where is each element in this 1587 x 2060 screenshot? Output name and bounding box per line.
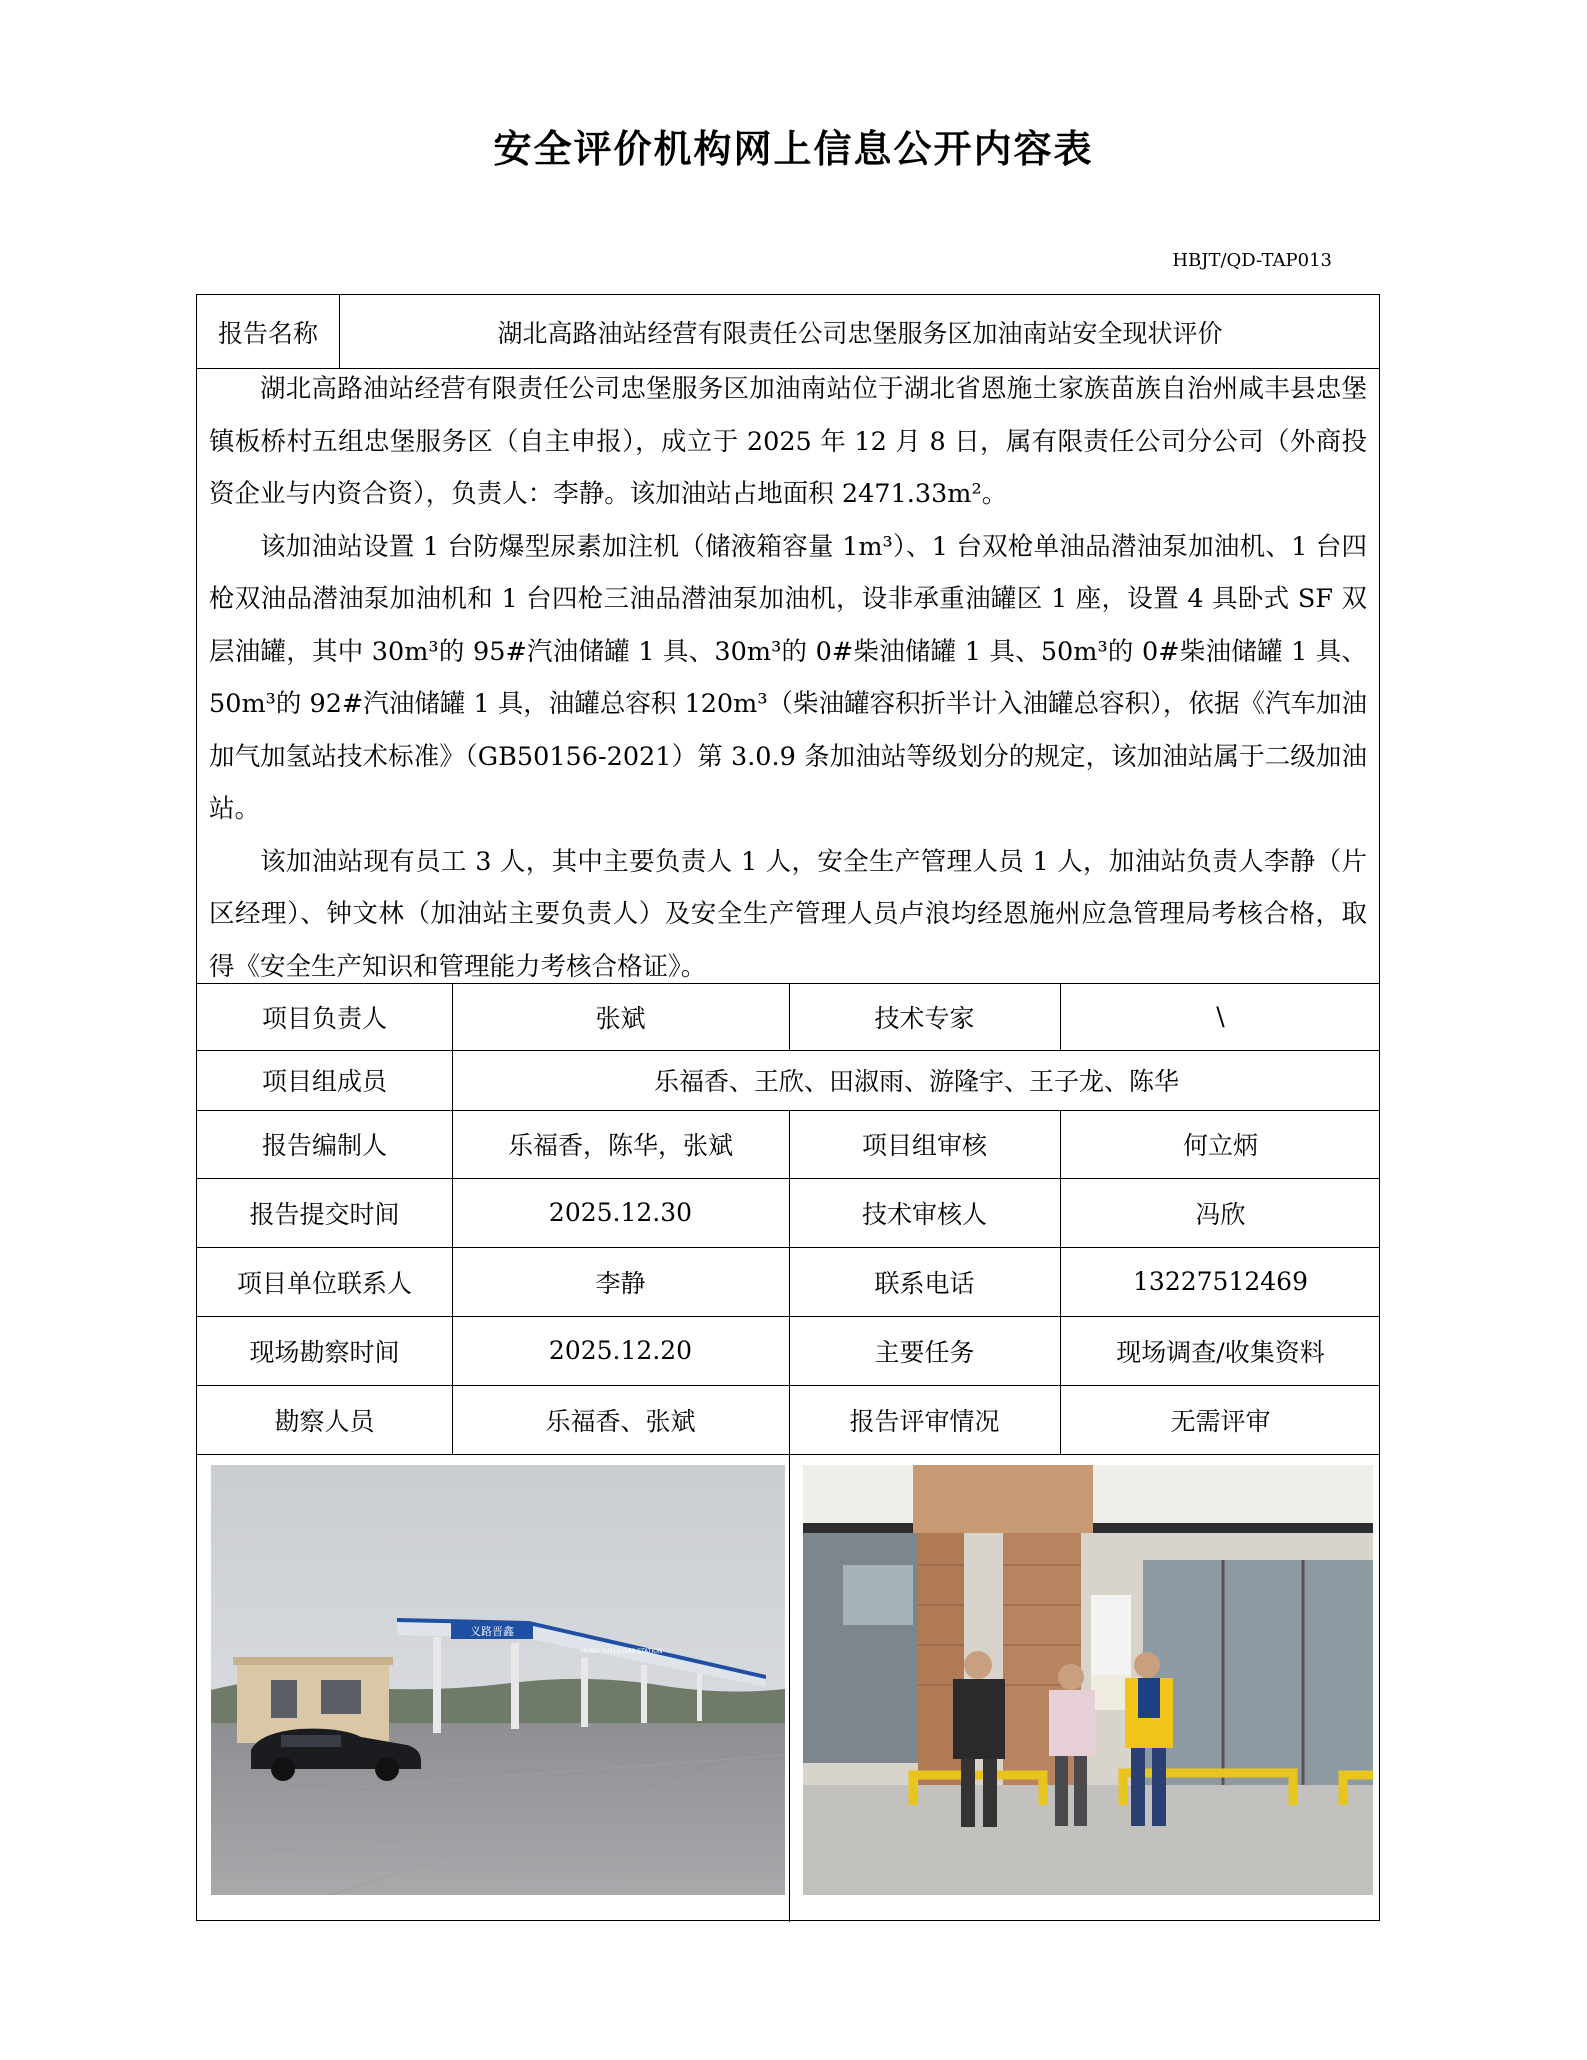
canopy-brand-text: 义路晋鑫 <box>470 1625 514 1638</box>
submit-date-label: 报告提交时间 <box>249 1199 400 1229</box>
review-status-value: 无需评审 <box>1170 1406 1271 1436</box>
tech-expert-value: \ <box>1216 1002 1225 1031</box>
team-members-label: 项目组成员 <box>261 1067 387 1096</box>
report-name-label: 报告名称 <box>217 318 318 348</box>
description-paragraph: 湖北高路油站经营有限责任公司忠堡服务区加油南站位于湖北省恩施土家族苗族自治州咸丰县忠堡镇板桥村五组忠堡服务区（自主申报），成立于 2025 年 12 月 8 日，属有限责任公司分公司（外商投资企业与内资合资），负责人：李静。该加油站占地面积 2471.33m²。 <box>209 374 1367 509</box>
document-code: HBJT/QD-TAP013 <box>1172 250 1332 271</box>
unit-contact-value: 李静 <box>595 1268 646 1298</box>
page-title: 安全评价机构网上信息公开内容表 <box>493 127 1094 171</box>
phone-value: 13227512469 <box>1133 1267 1308 1296</box>
unit-contact-label: 项目单位联系人 <box>236 1268 412 1298</box>
surveyor-value: 乐福香、张斌 <box>545 1406 696 1436</box>
tech-reviewer-value: 冯欣 <box>1195 1199 1246 1229</box>
main-task-value: 现场调查/收集资料 <box>1116 1337 1325 1367</box>
report-author-label: 报告编制人 <box>261 1131 387 1160</box>
gas-station-photo <box>211 1465 785 1895</box>
project-leader-label: 项目负责人 <box>261 1003 387 1033</box>
team-review-label: 项目组审核 <box>861 1131 987 1160</box>
review-status-label: 报告评审情况 <box>849 1406 1000 1436</box>
tech-expert-label: 技术专家 <box>874 1003 975 1033</box>
description-paragraph: 该加油站设置 1 台防爆型尿素加注机（储液箱容量 1m³）、1 台双枪单油品潜油泵加油机、1 台四枪双油品潜油泵加油机和 1 台四枪三油品潜油泵加油机，设非承重油罐区 1 座，设置 4 具卧式 SF 双层油罐，其中 30m³的 95#汽油储罐 1 具、30m³的 0#柴油储罐 1 具、50m³的 0#柴油储罐 1 具、50m³的 92#汽油储罐 1 具，油罐总容积 120m³（柴油罐容积折半计入油罐总容积），依据《汽车加油加气加氢站技术标准》（GB50156-2021）第 3.0.9 条加油站等级划分的规定，该加油站属于二级加油站。 <box>209 531 1367 824</box>
staff-photo <box>803 1465 1373 1895</box>
report-name-value: 湖北高路油站经营有限责任公司忠堡服务区加油南站安全现状评价 <box>497 318 1223 348</box>
survey-date-label: 现场勘察时间 <box>249 1337 400 1367</box>
canopy-brand-subtext: HUBEI YUELU GAS STATION <box>581 1648 663 1655</box>
main-task-label: 主要任务 <box>874 1337 975 1367</box>
project-leader-value: 张斌 <box>595 1003 646 1033</box>
report-author-value: 乐福香，陈华，张斌 <box>507 1131 733 1160</box>
info-table <box>196 294 1380 1921</box>
phone-label: 联系电话 <box>874 1268 975 1298</box>
description-paragraph: 该加油站现有员工 3 人，其中主要负责人 1 人，安全生产管理人员 1 人，加油站负责人李静（片区经理）、钟文林（加油站主要负责人）及安全生产管理人员卢浪均经恩施州应急管理局考核合格，取得《安全生产知识和管理能力考核合格证》。 <box>209 846 1367 982</box>
submit-date-value: 2025.12.30 <box>548 1198 693 1227</box>
station-description <box>209 363 1367 993</box>
surveyor-label: 勘察人员 <box>274 1406 375 1436</box>
team-review-value: 何立炳 <box>1182 1131 1258 1160</box>
survey-date-value: 2025.12.20 <box>548 1336 693 1365</box>
team-members-value: 乐福香、王欣、田淑雨、游隆宇、王子龙、陈华 <box>653 1067 1179 1096</box>
tech-reviewer-label: 技术审核人 <box>861 1199 987 1229</box>
